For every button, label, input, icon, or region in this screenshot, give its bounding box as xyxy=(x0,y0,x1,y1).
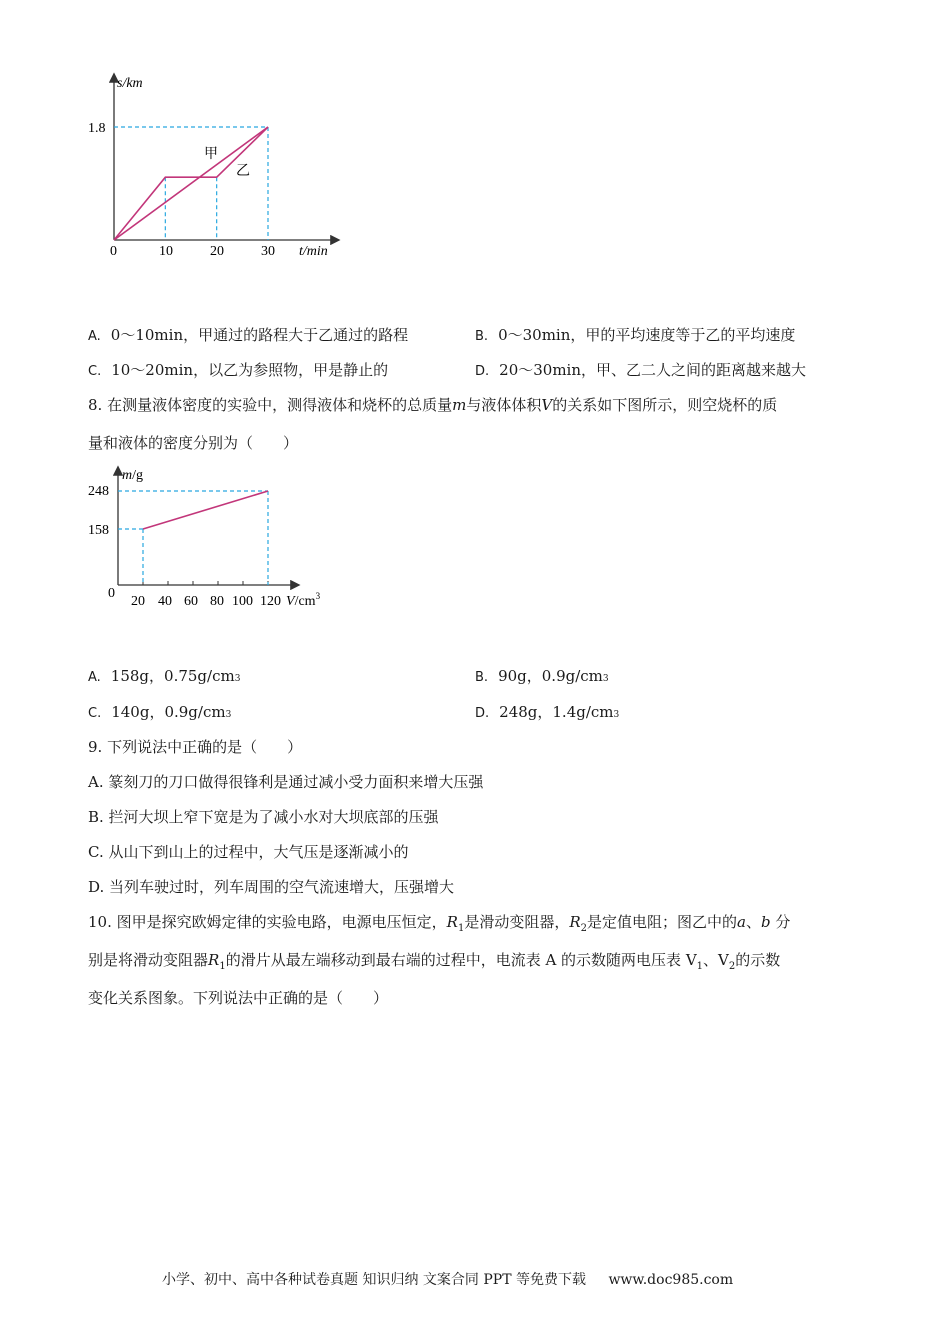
q8-stem-line1: 8. 在测量液体密度的实验中，测得液体和烧杯的总质量m与液体体积V的关系如下图所示，则空烧杯的质 xyxy=(88,396,778,414)
chart-m-v xyxy=(80,460,340,610)
q7-option-a[interactable] xyxy=(88,325,408,347)
option-letter: B. xyxy=(475,329,489,344)
mass-volume-line xyxy=(143,491,268,529)
q9-option-d[interactable]: D. 当列车驶过时，列车周围的空气流速增大，压强增大 xyxy=(88,878,455,896)
footer xyxy=(162,1270,733,1290)
x-tick-80: 80 xyxy=(210,594,224,609)
q10-line1: 10. 图甲是探究欧姆定律的实验电路，电源电压恒定，$R_1$是滑动变阻器，$R_2$是定值电阻；图乙中的a、b 分 xyxy=(88,913,791,934)
q10-line2: 别是将滑动变阻器$R_1$的滑片从最左端移动到最右端的过程中，电流表 A 的示数随两电压表 $V_1$、$V_2$的示数 xyxy=(88,951,781,972)
axes xyxy=(118,468,298,585)
y-axis-label: m/g xyxy=(122,468,144,483)
option-letter: C. xyxy=(88,364,102,379)
option-text: 248g，1.4g/cm xyxy=(499,703,614,721)
option-text: 90g，0.9g/cm xyxy=(498,667,603,685)
series-label-yi: 乙 xyxy=(236,164,250,179)
x-tick-20: 20 xyxy=(131,594,145,609)
y-tick-248: 248 xyxy=(88,484,109,499)
option-text: 20～30min，甲、乙二人之间的距离越来越大 xyxy=(499,361,807,379)
q10-line3: 变化关系图象。下列说法中正确的是（ ） xyxy=(88,989,389,1007)
x-tick-120: 120 xyxy=(260,594,281,609)
x-tick-30: 30 xyxy=(261,244,275,259)
y-axis-label: s/km xyxy=(117,76,143,91)
x-tick-0: 0 xyxy=(110,244,117,259)
x-tick-40: 40 xyxy=(158,594,172,609)
guide-lines xyxy=(118,491,268,585)
y-tick-0: 0 xyxy=(108,586,115,601)
series-lines xyxy=(114,127,268,240)
option-text: 158g，0.75g/cm xyxy=(110,667,235,685)
option-letter: D. xyxy=(475,706,490,721)
series-line-jia xyxy=(114,127,268,240)
q8-option-c[interactable]: C. 140g，0.9g/cm $_3$ xyxy=(88,702,231,725)
option-text: 140g，0.9g/cm xyxy=(111,703,226,721)
footer-text: 小学、初中、高中各种试卷真题 知识归纳 文案合同 PPT 等免费下载 xyxy=(162,1272,586,1288)
option-letter: A. xyxy=(88,670,101,685)
series-line xyxy=(143,491,268,529)
q8-option-b[interactable]: B. 90g，0.9g/cm $_3$ xyxy=(475,666,609,689)
footer-url[interactable]: www.doc985.com xyxy=(608,1272,734,1288)
q8-option-d[interactable]: D. 248g，1.4g/cm $_3$ xyxy=(475,702,619,725)
x-tick-20: 20 xyxy=(210,244,224,259)
q8-stem-line2: 量和液体的密度分别为（ ） xyxy=(88,434,299,452)
chart-s-t xyxy=(80,65,360,270)
y-tick-1.8: 1.8 xyxy=(88,121,106,136)
q8-option-a[interactable]: A. 158g，0.75g/cm $_3$ xyxy=(88,666,240,689)
option-text: 0～30min，甲的平均速度等于乙的平均速度 xyxy=(498,326,796,344)
x-axis-label: t/min xyxy=(299,244,328,259)
x-tick-10: 10 xyxy=(159,244,173,259)
q7-option-d[interactable] xyxy=(475,360,806,382)
option-text: 10～20min，以乙为参照物，甲是静止的 xyxy=(111,361,389,379)
q9-option-b[interactable]: B. 拦河大坝上窄下宽是为了减小水对大坝底部的压强 xyxy=(88,808,439,826)
y-tick-158: 158 xyxy=(88,523,109,538)
q9-option-c[interactable]: C. 从山下到山上的过程中，大气压是逐渐减小的 xyxy=(88,843,409,861)
option-letter: B. xyxy=(475,670,489,685)
q7-option-b[interactable] xyxy=(475,325,795,347)
option-text: 0～10min，甲通过的路程大于乙通过的路程 xyxy=(110,326,409,344)
q7-option-c[interactable] xyxy=(88,360,388,382)
option-letter: D. xyxy=(475,364,490,379)
x-axis-label: $V/cm^3$ xyxy=(286,591,321,609)
x-tick-100: 100 xyxy=(232,594,253,609)
q9-option-a[interactable]: A. 篆刻刀的刀口做得很锋利是通过减小受力面积来增大压强 xyxy=(88,773,484,791)
x-tick-60: 60 xyxy=(184,594,198,609)
series-label-jia: 甲 xyxy=(204,147,218,162)
option-letter: C. xyxy=(88,706,102,721)
option-letter: A. xyxy=(88,329,101,344)
q9-stem: 9. 下列说法中正确的是（ ） xyxy=(88,738,303,756)
